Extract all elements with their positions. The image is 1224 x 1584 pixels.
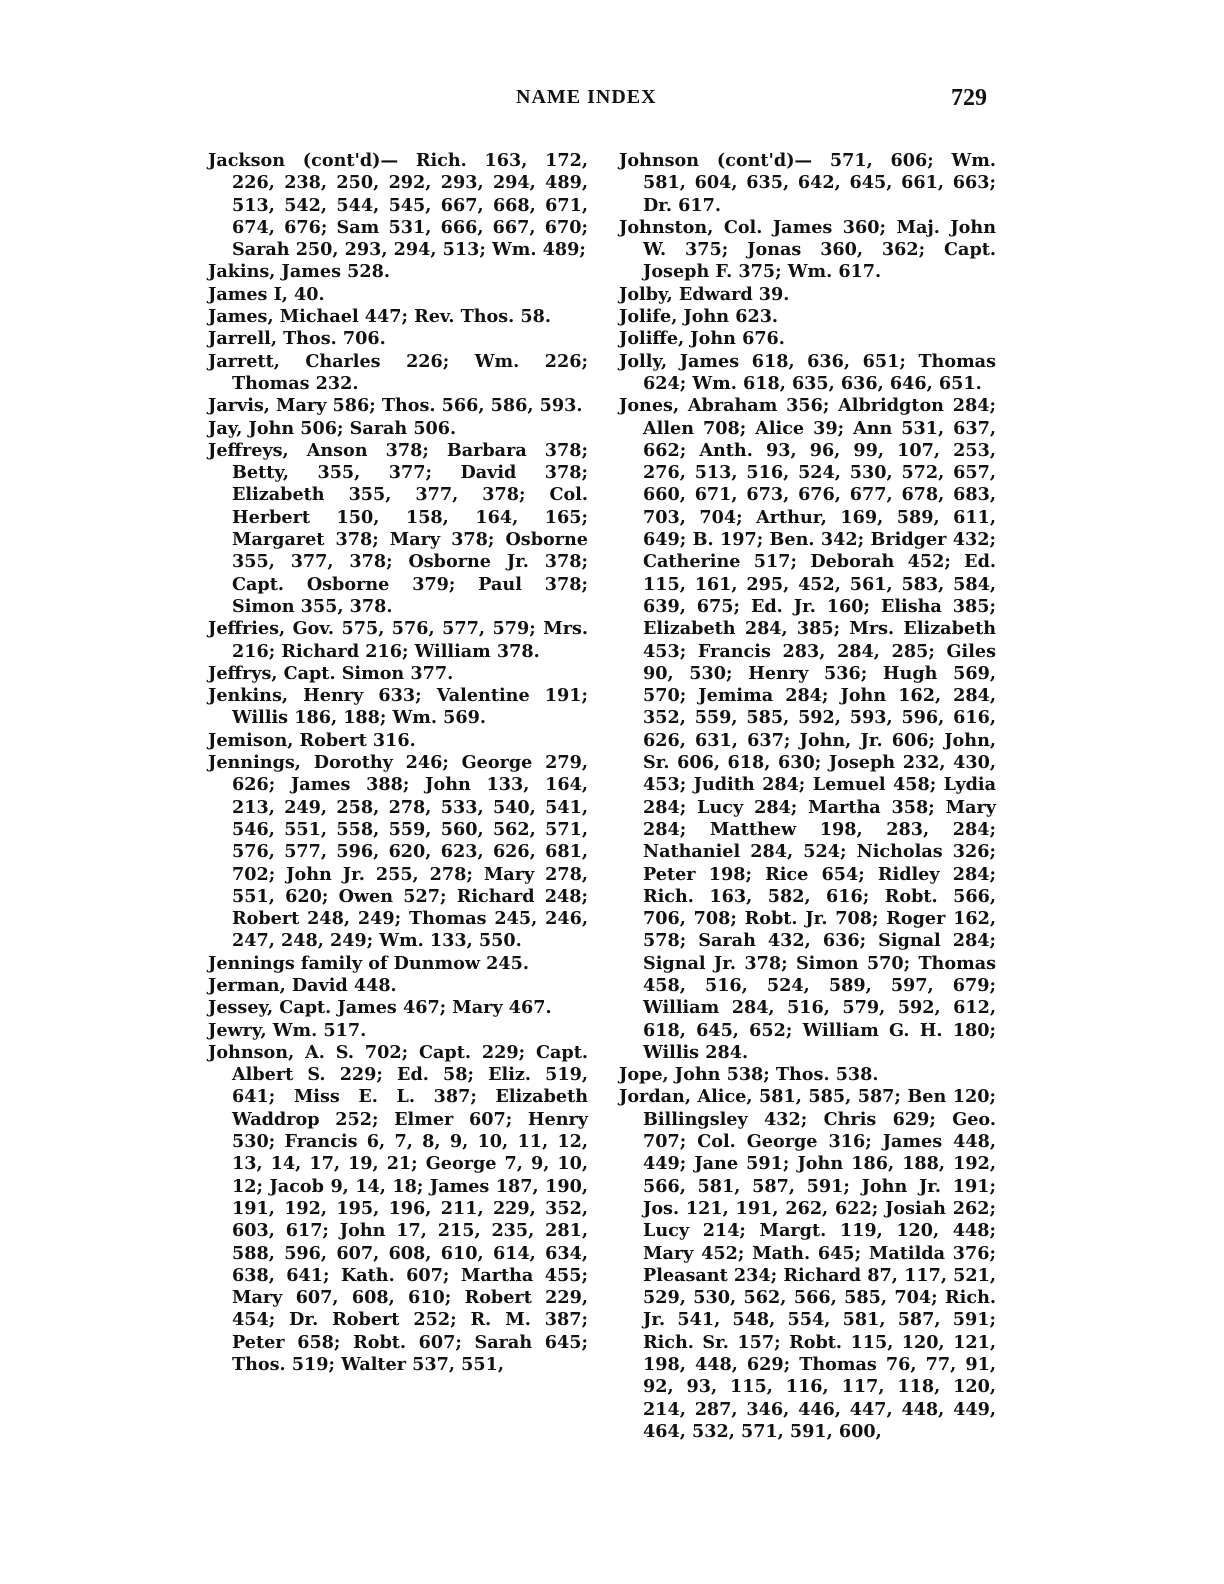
- index-entry: Jeffreys, Anson 378; Barbara 378; Betty, 355, 377; David 378; Elizabeth 355, 377, 378; Col. Herbert 150, 158, 164, 165; Margaret 378; Mary 378; Osborne 355, 377, 378; Osborne Jr. 378; Capt. Osborne 379; Paul 378; Simon 355, 378.: [208, 439, 588, 617]
- index-entry: Jolife, John 623.: [619, 306, 779, 328]
- index-entry: Jolly, James 618, 636, 651; Thomas 624; Wm. 618, 635, 636, 646, 651.: [619, 350, 996, 394]
- index-entry: Jarvis, Mary 586; Thos. 566, 586, 593.: [208, 395, 583, 417]
- index-entry: Jenkins, Henry 633; Valentine 191; Willis 186, 188; Wm. 569.: [208, 685, 588, 729]
- index-entry: Jessey, Capt. James 467; Mary 467.: [208, 997, 552, 1019]
- index-entry: Jakins, James 528.: [208, 261, 390, 283]
- index-entry: Jerman, David 448.: [208, 974, 397, 996]
- index-entry: James, Michael 447; Rev. Thos. 58.: [208, 306, 552, 328]
- page-number: 729: [951, 85, 987, 111]
- index-entry: Johnson, A. S. 702; Capt. 229; Capt. Albert S. 229; Ed. 58; Eliz. 519, 641; Miss E. L. 387; Elizabeth Waddrop 252; Elmer 607; Henry 530; Francis 6, 7, 8, 9, 10, 11, 12, 13, 14, 17, 19, 21; George 7, 9, 10, 12; Jacob 9, 14, 18; James 187, 190, 191, 192, 195, 196, 211, 229, 352, 603, 617; John 17, 215, 235, 281, 588, 596, 607, 608, 610, 614, 634, 638, 641; Kath. 607; Martha 455; Mary 607, 608, 610; Robert 229, 454; Dr. Robert 252; R. M. 387; Peter 658; Robt. 607; Sarah 645; Thos. 519; Walter 537, 551,: [208, 1041, 588, 1376]
- index-entry: Jones, Abraham 356; Albridgton 284; Allen 708; Alice 39; Ann 531, 637, 662; Anth. 93, 96, 99, 107, 253, 276, 513, 516, 524, 530, 572, 657, 660, 671, 673, 676, 677, 678, 683, 703, 704; Arthur, 169, 589, 611, 649; B. 197; Ben. 342; Bridger 432; Catherine 517; Deborah 452; Ed. 115, 161, 295, 452, 561, 583, 584, 639, 675; Ed. Jr. 160; Elisha 385; Elizabeth 284, 385; Mrs. Elizabeth 453; Francis 283, 284, 285; Giles 90, 530; Henry 536; Hugh 569, 570; Jemima 284; John 162, 284, 352, 559, 585, 592, 593, 596, 616, 626, 631, 637; John, Jr. 606; John, Sr. 606, 618, 630; Joseph 232, 430, 453; Judith 284; Lemuel 458; Lydia 284; Lucy 284; Martha 358; Mary 284; Matthew 198, 283, 284; Nathaniel 284, 524; Nicholas 326; Peter 198; Rice 654; Ridley 284; Rich. 163, 582, 616; Robt. 566, 706, 708; Robt. Jr. 708; Roger 162, 578; Sarah 432, 636; Signal 284; Signal Jr. 378; Simon 570; Thomas 458, 516, 524, 589, 597, 679; William 284, 516, 579, 592, 612, 618, 645, 652; William G. H. 180; Willis 284.: [619, 395, 996, 1063]
- index-entry: Johnson (cont'd)— 571, 606; Wm. 581, 604, 635, 642, 645, 661, 663; Dr. 617.: [619, 150, 996, 216]
- index-entry: James I, 40.: [208, 283, 325, 305]
- index-entry: Jeffries, Gov. 575, 576, 577, 579; Mrs. 216; Richard 216; William 378.: [208, 618, 588, 662]
- index-entry: Jemison, Robert 316.: [208, 729, 416, 751]
- index-entry: Jewry, Wm. 517.: [208, 1019, 367, 1041]
- index-entry: Jarrett, Charles 226; Wm. 226; Thomas 232.: [208, 350, 588, 394]
- index-entry: Jope, John 538; Thos. 538.: [619, 1064, 879, 1086]
- index-entry: Jennings, Dorothy 246; George 279, 626; James 388; John 133, 164, 213, 249, 258, 278, 533, 540, 541, 546, 551, 558, 559, 560, 562, 571, 576, 577, 596, 620, 623, 626, 681, 702; John Jr. 255, 278; Mary 278, 551, 620; Owen 527; Richard 248; Robert 248, 249; Thomas 245, 246, 247, 248, 249; Wm. 133, 550.: [208, 752, 588, 952]
- index-entry: Jay, John 506; Sarah 506.: [208, 417, 457, 439]
- index-entry: Jarrell, Thos. 706.: [208, 328, 386, 350]
- index-entry: Jeffrys, Capt. Simon 377.: [208, 662, 454, 684]
- index-column-left: [208, 150, 588, 1376]
- index-entry: Jennings family of Dunmow 245.: [208, 952, 529, 974]
- index-column-right: [619, 150, 996, 1443]
- index-entry: Jolby, Edward 39.: [619, 283, 790, 305]
- index-entry: Johnston, Col. James 360; Maj. John W. 375; Jonas 360, 362; Capt. Joseph F. 375; Wm. 617.: [619, 216, 996, 283]
- index-entry: Jordan, Alice, 581, 585, 587; Ben 120; Billingsley 432; Chris 629; Geo. 707; Col. George 316; James 448, 449; Jane 591; John 186, 188, 192, 566, 581, 587, 591; John Jr. 191; Jos. 121, 191, 262, 622; Josiah 262; Lucy 214; Margt. 119, 120, 448; Mary 452; Math. 645; Matilda 376; Pleasant 234; Richard 87, 117, 521, 529, 530, 562, 566, 585, 704; Rich. Jr. 541, 548, 554, 581, 587, 591; Rich. Sr. 157; Robt. 115, 120, 121, 198, 448, 629; Thomas 76, 77, 91, 92, 93, 115, 116, 117, 118, 120, 214, 287, 346, 446, 447, 448, 449, 464, 532, 571, 591, 600,: [619, 1086, 996, 1442]
- index-entry: Joliffe, John 676.: [619, 328, 785, 350]
- index-entry: Jackson (cont'd)— Rich. 163, 172, 226, 238, 250, 292, 293, 294, 489, 513, 542, 544, 545, 667, 668, 671, 674, 676; Sam 531, 666, 667, 670; Sarah 250, 293, 294, 513; Wm. 489;: [208, 150, 588, 261]
- running-header-title: NAME INDEX: [516, 86, 657, 108]
